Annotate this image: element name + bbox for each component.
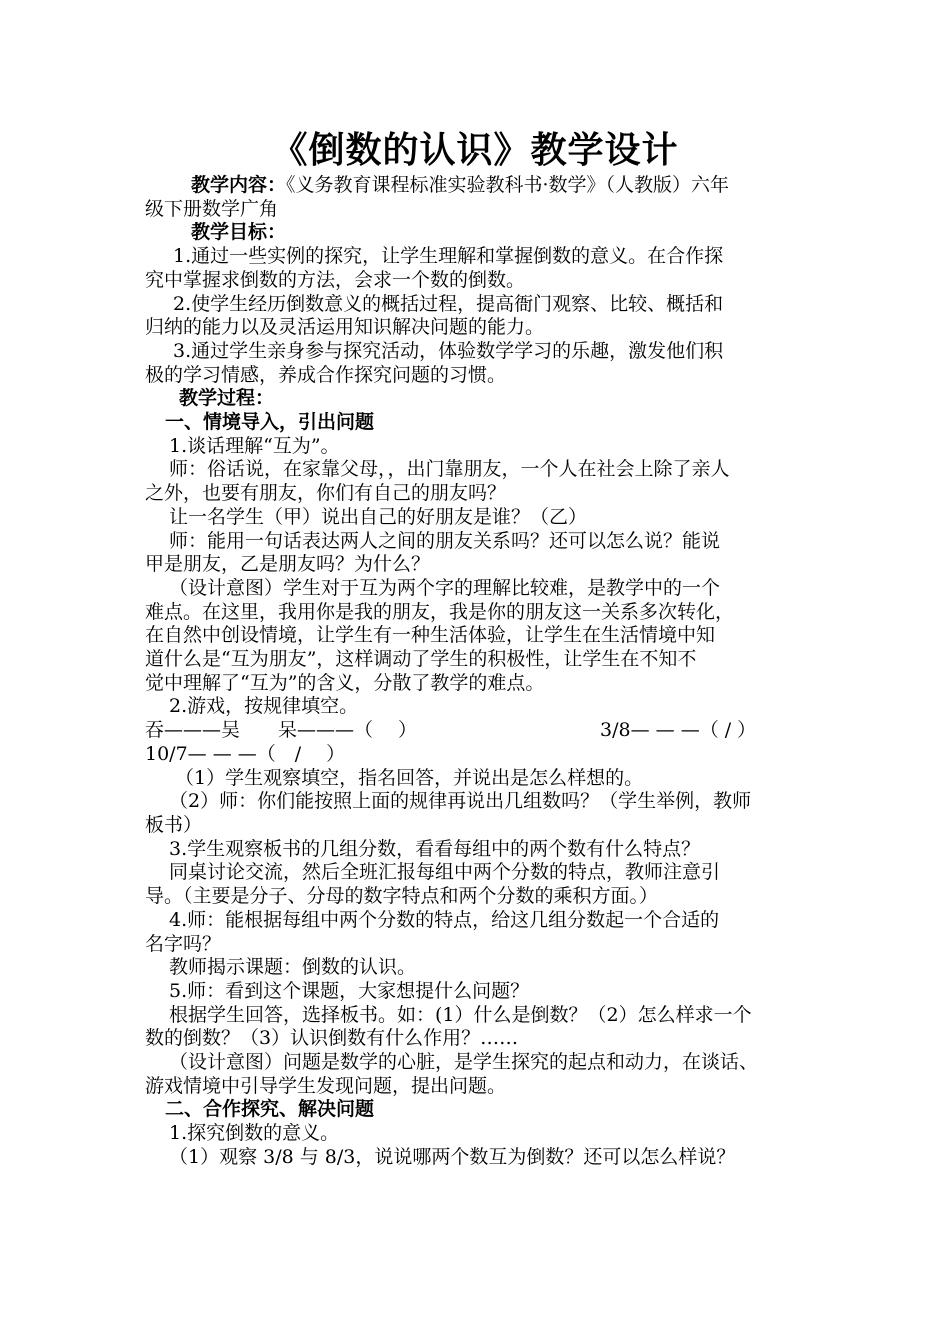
goal-2-line: 2.使学生经历倒数意义的概括过程，提高衙门观察、比较、概括和 (173, 292, 724, 315)
paragraph-line: 根据学生回答，选择板书。如：(1）什么是倒数？（2）怎么样求一个 (169, 1003, 752, 1026)
game-pattern-fraction: 3/8— — —（ / ） (600, 719, 757, 742)
paragraph-line: 3.学生观察板书的几组分数，看看每组中的两个数有什么特点？ (169, 837, 701, 860)
paragraph-line: 道什么是“互为朋友”，这样调动了学生的积极性，让学生在不知不 (145, 648, 697, 671)
paragraph-line: 5.师：看到这个课题，大家想提什么问题？ (169, 979, 530, 1002)
goal-1-line: 究中掌握求倒数的方法，会求一个数的倒数。 (145, 268, 526, 291)
goal-3-line: 极的学习情感，养成合作探究问题的习惯。 (145, 363, 507, 386)
paragraph-line: （1）观察 3/8 与 8/3，说说哪两个数互为倒数？还可以怎么样说？ (169, 1145, 736, 1168)
game-pattern-line: 10/7— — —（ / ） (145, 742, 346, 765)
paragraph-line: 觉中理解了“互为”的含义，分散了教学的难点。 (145, 671, 545, 694)
teaching-content-line (145, 174, 810, 198)
paragraph-line: 级下册数学广角 (145, 197, 279, 220)
paragraph-line: 教师揭示课题：倒数的认识。 (169, 956, 417, 979)
paragraph-line: 导。（主要是分子、分母的数字特点和两个分数的乘积方面。） (145, 885, 659, 908)
document-title: 《倒数的认识》教学设计 (271, 129, 679, 171)
paragraph-line: 师：俗话说，在家靠父母，，出门靠朋友，一个人在社会上除了亲人 (169, 458, 730, 481)
game-pattern-characters: 吞———吴 呆———（ ） (145, 719, 418, 742)
goal-3-line: 3.通过学生亲身参与探究活动，体验数学学习的乐趣，激发他们积 (173, 339, 724, 362)
paragraph-line: 之外，也要有朋友，你们有自己的朋友吗？ (145, 482, 507, 505)
paragraph-line: （2）师：你们能按照上面的规律再说出几组数吗？（学生举例，教师 (169, 790, 752, 813)
paragraph-line: 1.谈话理解“互为”。 (169, 434, 340, 457)
paragraph-line: （设计意图）问题是数学的心脏，是学生探究的起点和动力，在谈话、 (169, 1051, 759, 1074)
goal-2-line: 归纳的能力以及灵活运用知识解决问题的能力。 (145, 316, 545, 339)
section-heading: 二、合作探究、解决问题 (165, 1098, 375, 1121)
paragraph-line: 名字吗？ (145, 932, 222, 955)
paragraph-line: 板书） (145, 813, 203, 836)
paragraph-line: 1.探究倒数的意义。 (169, 1122, 340, 1145)
game-pattern-line (145, 719, 810, 743)
paragraph-line: 师：能用一句话表达两人之间的朋友关系吗？还可以怎么说？能说 (169, 529, 721, 552)
goal-1-line: 1.通过一些实例的探究，让学生理解和掌握倒数的意义。在合作探 (173, 245, 724, 268)
paragraph-line: 4.师：能根据每组中两个分数的特点，给这几组分数起一个合适的 (169, 908, 720, 931)
paragraph-line: 在自然中创设情境，让学生有一种生活体验，让学生在生活情境中知 (145, 624, 716, 647)
paragraph-line: （设计意图）学生对于互为两个字的理解比较难，是教学中的一个 (169, 576, 721, 599)
teaching-process-label: 教学过程： (179, 387, 275, 410)
paragraph-line: 游戏情境中引导学生发现问题，提出问题。 (145, 1074, 507, 1097)
paragraph-line: 同桌讨论交流，然后全班汇报每组中两个分数的特点，教师注意引 (169, 861, 721, 884)
paragraph-line: 2.游戏，按规律填空。 (169, 695, 359, 718)
document-body (145, 174, 810, 1170)
teaching-goals-label: 教学目标： (191, 221, 287, 244)
paragraph-line: 甲是朋友，乙是朋友吗？为什么？ (145, 553, 431, 576)
teaching-content-label: 教学内容： (191, 174, 287, 196)
paragraph-line: （1）学生观察填空，指名回答，并说出是怎么样想的。 (175, 766, 644, 789)
teaching-content-text: 《义务教育课程标准实验教科书·数学》（人教版）六年 (286, 174, 730, 196)
paragraph-line: 难点。在这里，我用你是我的朋友，我是你的朋友这一关系多次转化， (145, 600, 735, 623)
paragraph-line: 让一名学生（甲）说出自己的好朋友是谁？（乙） (169, 505, 588, 528)
paragraph-line: 数的倒数？（3）认识倒数有什么作用？…… (145, 1027, 519, 1050)
section-heading: 一、情境导入，引出问题 (165, 411, 375, 434)
